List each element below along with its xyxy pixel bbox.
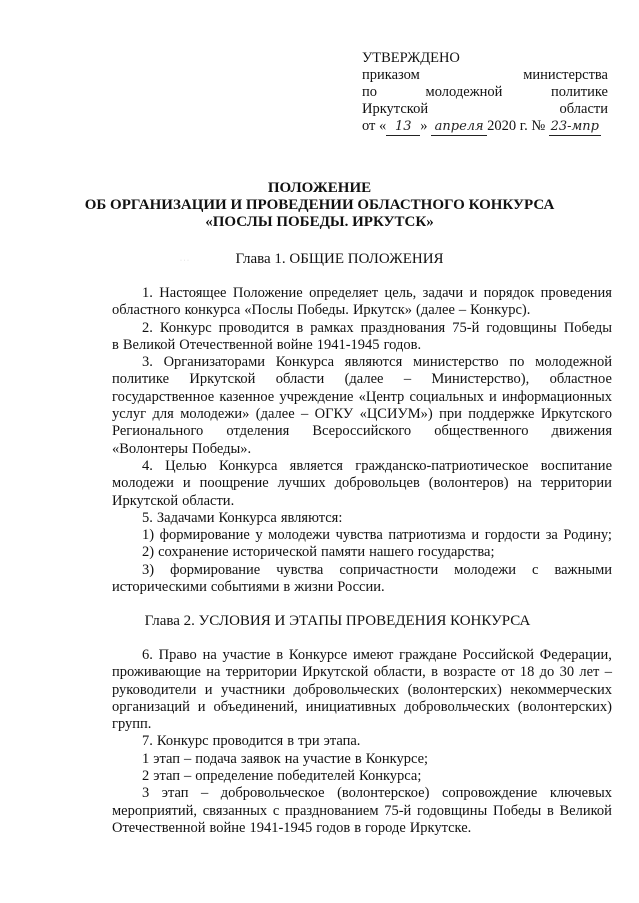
word: этапа. [323, 733, 361, 750]
word: 1941-1945 [249, 819, 313, 836]
word: этап [153, 750, 180, 767]
word: услуг [112, 406, 147, 423]
word: Отечественной [112, 819, 206, 836]
word: Задачами [156, 509, 215, 526]
word: 3. [142, 354, 153, 371]
word: инициативных [305, 698, 397, 715]
word: молодежи [112, 475, 174, 492]
word: Министерство), [431, 371, 530, 388]
word: 5. [142, 509, 153, 526]
word: Конкурса; [359, 768, 422, 785]
approval-word-youth: молодежной [425, 84, 503, 100]
word: событиями [210, 579, 280, 596]
word: Право [158, 647, 197, 663]
word: три [298, 733, 320, 750]
word: и [182, 475, 191, 492]
approval-line-policy [362, 84, 608, 101]
word: с [272, 802, 280, 819]
word: (далее [416, 302, 455, 319]
word: – [301, 406, 309, 423]
text-line [112, 544, 612, 561]
text-line [112, 682, 612, 699]
word: области, [373, 664, 426, 681]
text-line [112, 285, 612, 302]
word: Иркутского [540, 406, 612, 423]
word: (волонтерских) [407, 681, 502, 698]
handwritten-month: апреля [431, 118, 487, 136]
word: проводится [212, 733, 284, 750]
word: молодежи [454, 561, 517, 578]
word: и [471, 527, 480, 544]
text-line [112, 371, 612, 388]
word: в [276, 647, 284, 663]
text-line [112, 664, 612, 681]
word: сопровождение [441, 785, 538, 802]
word: определяет [309, 285, 379, 301]
word: и [469, 285, 478, 301]
word: Конкурса [219, 457, 278, 474]
word: ключевых [549, 785, 612, 802]
word: Великой [559, 802, 612, 819]
word: задачи [422, 285, 464, 301]
approval-ministry-word: министерства [523, 67, 608, 83]
word: – [201, 785, 209, 802]
word: Организаторами [163, 354, 266, 371]
word: – [604, 664, 612, 681]
word: 2. [142, 319, 153, 336]
word: исторической [232, 544, 317, 561]
word: Положение [232, 285, 303, 301]
text-line [112, 337, 612, 354]
word: от [501, 664, 515, 681]
word: казенное [219, 388, 275, 405]
word: молодежи [268, 527, 331, 544]
word: 1. [142, 285, 153, 301]
document-subtitle-line2: «ПОСЛЫ ПОБЕДЫ. ИРКУТСК» [205, 214, 434, 230]
word: области. [182, 492, 235, 509]
word: 3) [142, 561, 155, 578]
word: празднованием [284, 802, 379, 819]
word: добровольцев [334, 475, 420, 492]
text-line [112, 785, 612, 802]
text-line [112, 716, 612, 733]
word: 7. [142, 733, 153, 750]
word: учреждение [279, 388, 354, 405]
word: руководители [112, 681, 197, 698]
word: Иркутской [189, 371, 256, 388]
word: войне [276, 336, 313, 353]
word: в [431, 664, 438, 681]
word: проводится [218, 319, 290, 336]
date-year: 2020 г. № [487, 118, 546, 134]
word: добровольческих [293, 681, 400, 698]
word: 18 [519, 664, 535, 681]
word: в [354, 819, 362, 836]
word: в [283, 579, 291, 596]
word: – [184, 750, 192, 767]
word: 1941-1945 [316, 336, 380, 353]
text-line [112, 733, 612, 750]
word: общественного [434, 423, 529, 440]
word: на [284, 750, 299, 767]
text-line [112, 406, 612, 423]
word: празднования [360, 319, 446, 336]
text-line [112, 423, 612, 440]
word: Иркутской [112, 492, 179, 509]
word: являются [344, 354, 403, 371]
word: подача [195, 750, 237, 767]
text-line [112, 475, 612, 492]
word: Настоящее [159, 285, 227, 301]
word: годов. [383, 336, 422, 353]
text-line [112, 699, 612, 716]
word: Победы [493, 802, 542, 819]
document-subtitle-line1: ОБ ОРГАНИЗАЦИИ И ПРОВЕДЕНИИ ОБЛАСТНОГО КОНКУРСА [84, 197, 555, 213]
chapter-1-heading: Глава 1. ОБЩИЕ ПОЛОЖЕНИЯ [235, 251, 444, 267]
word: и [204, 681, 213, 698]
word: государственное [112, 388, 215, 405]
word: участники [221, 681, 286, 698]
word: проведения [540, 285, 612, 301]
chapter-1-body [112, 285, 612, 596]
word: сопричастности [339, 561, 439, 578]
word: годов [316, 819, 351, 836]
word: по [509, 354, 525, 371]
word: 1 [142, 750, 150, 767]
word: в [546, 802, 554, 819]
word: на [517, 475, 532, 492]
word: добровольческих [404, 698, 510, 715]
word: 75-й [384, 802, 412, 819]
word: Иркутск» [352, 302, 412, 319]
word: отделения [226, 423, 290, 440]
word: организаций [112, 698, 190, 715]
word: имеют [353, 647, 394, 663]
word: Иркутске. [409, 819, 472, 836]
word: Победы». [192, 440, 252, 457]
word: 4. [142, 457, 153, 474]
word: важными [554, 561, 612, 578]
word: (далее [255, 406, 295, 423]
word: 30 [559, 664, 575, 681]
approval-date-line [362, 118, 608, 136]
word: ОГКУ [314, 406, 354, 423]
document-title: ПОЛОЖЕНИЕ [267, 180, 372, 196]
word: в [112, 336, 119, 353]
text-line [112, 647, 612, 664]
word: годовщины [486, 319, 557, 336]
word: областное [549, 371, 612, 388]
word: победителей [277, 768, 355, 785]
word: в [287, 733, 295, 750]
word: 75-й [452, 319, 480, 336]
word: за [545, 527, 558, 544]
word: городе [365, 819, 406, 836]
chapter-2-body [112, 647, 612, 837]
word: «ЦСИУМ») [359, 406, 433, 423]
word: лет [579, 664, 600, 681]
word: сохранение [158, 544, 229, 561]
word: возрасте [443, 664, 496, 681]
word: лучших [277, 475, 326, 492]
word: определение [195, 768, 274, 785]
word: Всероссийского [312, 423, 412, 440]
word: нашего [369, 544, 414, 561]
word: жизни [294, 579, 334, 596]
word: Конкурс [159, 319, 212, 336]
word: памяти [320, 544, 366, 561]
word: до [539, 664, 555, 681]
word: Целью [165, 457, 207, 474]
word: Федерации, [539, 647, 612, 663]
handwritten-order-number: 23-мпр [550, 119, 600, 134]
approved-label: УТВЕРЖДЕНО [362, 50, 460, 66]
text-line [112, 562, 612, 579]
text-line [112, 389, 612, 406]
word: и [197, 698, 206, 715]
word: порядок [483, 285, 535, 301]
text-line [112, 302, 612, 319]
word: территории [540, 475, 612, 492]
word: участие [222, 647, 271, 663]
approval-order-word: приказом [362, 67, 420, 83]
approval-line-order [362, 67, 608, 84]
word: Конкурсе [288, 647, 348, 663]
word: областного [112, 302, 181, 319]
word: Иркутской [302, 664, 369, 681]
word: некоммерческих [510, 681, 612, 698]
text-line [112, 768, 612, 785]
word: воспитание [540, 457, 612, 474]
word: министерство [412, 354, 499, 371]
word: групп. [112, 716, 152, 733]
text-line [112, 803, 612, 820]
word: историческими [112, 579, 207, 596]
word: гордости [484, 527, 541, 544]
word: формирование [170, 561, 261, 578]
word: у [255, 527, 263, 544]
word: 2 [142, 768, 150, 785]
word: конкурса [184, 302, 241, 319]
word: участие [302, 750, 351, 767]
word: в [354, 750, 362, 767]
approval-word-irkutsk: Иркутской [362, 101, 429, 117]
word: являются: [280, 509, 343, 526]
date-quote: » [420, 118, 428, 134]
word: движения [551, 423, 612, 440]
text-line [112, 510, 612, 527]
word: 2) [142, 544, 155, 561]
word: с [532, 561, 539, 578]
word: связанных [202, 802, 268, 819]
word: этап [161, 785, 189, 802]
word: Победы [563, 319, 612, 336]
word: – [403, 371, 412, 388]
word: является [289, 457, 343, 474]
word: (волонтерское) [337, 785, 430, 802]
word: политике [112, 371, 170, 388]
word: Родину; [563, 527, 612, 544]
word: чувства [276, 561, 324, 578]
word: государства; [417, 544, 495, 561]
word: формирование [159, 527, 250, 544]
word: объединений, [213, 698, 298, 715]
word: и [489, 388, 497, 405]
word: Великой [122, 336, 176, 353]
word: этап [153, 768, 180, 785]
word: молодежи» [180, 406, 250, 423]
text-line [112, 493, 612, 510]
text-line [112, 320, 612, 337]
text-line [112, 579, 612, 596]
text-line [112, 458, 612, 475]
text-line [112, 441, 612, 458]
word: в [296, 319, 304, 336]
word: патриотизма [388, 527, 466, 544]
word: мероприятий, [112, 802, 198, 819]
word: «Волонтеры [112, 440, 188, 457]
word: 6. [142, 647, 153, 663]
word: на [206, 664, 221, 681]
word: России. [337, 579, 385, 596]
word: 1) [142, 527, 155, 544]
word: граждане [399, 647, 457, 663]
word: рамках [310, 319, 354, 336]
approval-stamp-block [362, 50, 608, 136]
word: войне [209, 819, 246, 836]
word: информационных [501, 388, 612, 405]
word: на [202, 647, 217, 663]
word: поощрение [199, 475, 269, 492]
date-prefix: от « [362, 118, 387, 134]
word: социальных [409, 388, 484, 405]
approval-line-region [362, 101, 608, 118]
word: Конкурс). [470, 302, 531, 319]
word: молодежной [535, 354, 612, 371]
approval-word-oblast: области [559, 101, 608, 117]
word: (волонтеров) [428, 475, 509, 492]
text-line [112, 527, 612, 544]
word: Конкурс [156, 733, 209, 750]
word: Победы. [297, 302, 349, 319]
approval-word-po: по [362, 84, 378, 100]
word: поддержке [468, 406, 535, 423]
word: Регионального [112, 423, 204, 440]
word: Российской [462, 647, 535, 663]
word: территории [225, 664, 297, 681]
word: Конкурса [218, 509, 277, 526]
word: для [152, 406, 174, 423]
word: «Центр [358, 388, 405, 405]
word: добровольческое [220, 785, 325, 802]
text-line [112, 751, 612, 768]
word: 3 [142, 785, 150, 802]
text-line [112, 354, 612, 371]
text-line [112, 820, 612, 837]
word: – [184, 768, 192, 785]
scan-speck: · · · [180, 258, 189, 264]
word: гражданско-патриотическое [355, 457, 529, 474]
chapter-2-heading: Глава 2. УСЛОВИЯ И ЭТАПЫ ПРОВЕДЕНИЯ КОНКУРСА [144, 613, 531, 629]
word: «Послы [244, 302, 294, 319]
word: (волонтерских) [517, 698, 612, 715]
word: при [439, 406, 462, 423]
word: заявок [240, 750, 281, 767]
word: – [458, 302, 467, 319]
word: чувства [335, 527, 383, 544]
word: Отечественной [179, 336, 273, 353]
handwritten-day: 13 [386, 118, 420, 136]
word: годовщины [416, 802, 488, 819]
word: (далее [344, 371, 384, 388]
word: проживающие [112, 664, 201, 681]
word: цель, [384, 285, 417, 301]
word: Конкурса [275, 354, 335, 371]
approval-word-policy: политике [550, 84, 608, 100]
word: области [275, 371, 325, 388]
word: Конкурсе; [365, 750, 429, 767]
